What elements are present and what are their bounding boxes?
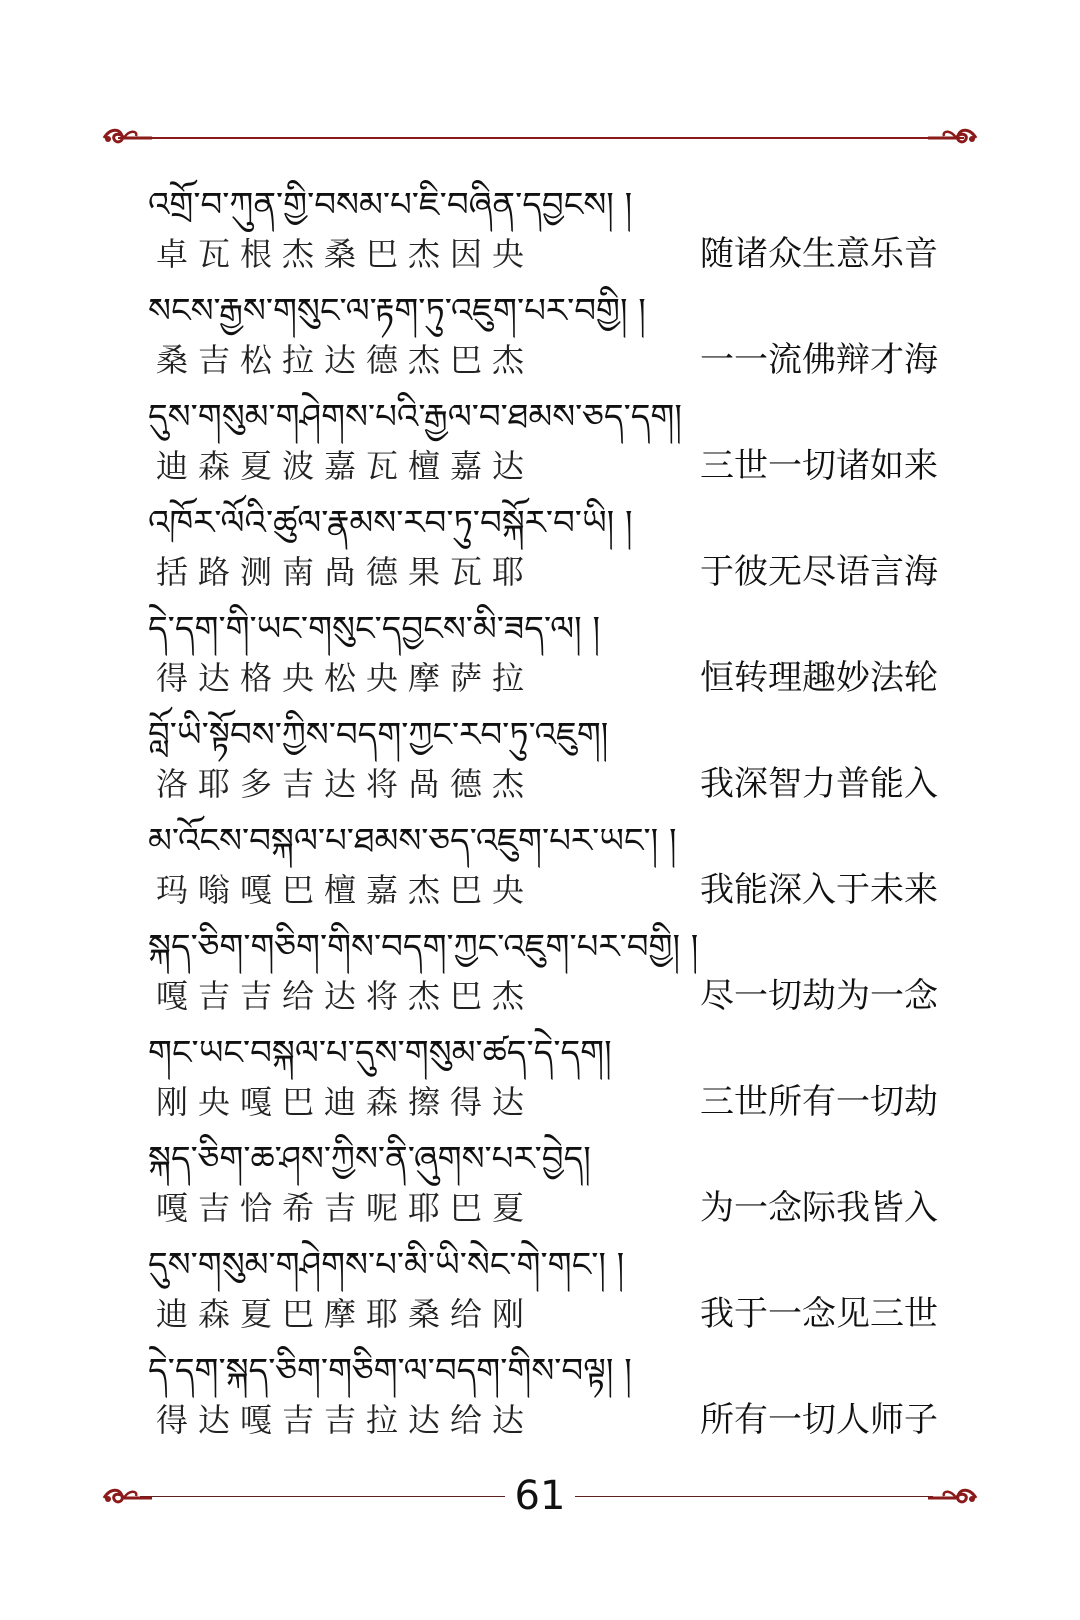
verse-stanza [148,1240,938,1346]
chinese-line: 一一流佛辩才海 [700,340,938,380]
chinese-line: 我深智力普能入 [700,764,938,804]
bottom-border-rule-right [575,1496,933,1497]
verse-list [148,180,938,1452]
top-border-rule [118,137,964,139]
phonetic-line: 刚央嘎巴迪森擦得达 [156,1083,535,1121]
tibetan-line: སྐད་ཅིག་གཅིག་གིས་བདག་ཀྱང་འཇུག་པར་བགྱི། ། [148,927,699,967]
scroll-ornament-icon [100,122,158,150]
chinese-line: 三世一切诸如来 [700,446,938,486]
chinese-line: 于彼无尽语言海 [700,552,938,592]
verse-stanza [148,1134,938,1240]
verse-stanza [148,498,938,604]
verse-stanza [148,816,938,922]
phonetic-line: 嘎吉恰希吉呢耶巴夏 [156,1189,535,1227]
tibetan-line: དེ་དག་གི་ཡང་གསུང་དབྱངས་མི་ཟད་ལ། ། [148,609,600,649]
phonetic-line: 卓瓦根杰桑巴杰因央 [156,235,535,273]
page-number: 61 [514,1473,566,1519]
tibetan-line: དུས་གསུམ་གཤེགས་པའི་རྒྱལ་བ་ཐམས་ཅད་དག། [148,397,682,437]
phonetic-line: 玛嗡嘎巴檀嘉杰巴央 [156,871,535,909]
chinese-line: 我于一念见三世 [700,1294,938,1334]
tibetan-line: སངས་རྒྱས་གསུང་ལ་རྟག་ཏུ་འཇུག་པར་བགྱི། ། [148,291,646,331]
verse-stanza [148,710,938,816]
verse-stanza [148,286,938,392]
tibetan-line: གང་ཡང་བསྐལ་པ་དུས་གསུམ་ཚད་དེ་དག། [148,1033,612,1073]
tibetan-line: མ་འོངས་བསྐལ་པ་ཐམས་ཅད་འཇུག་པར་ཡང་། ། [148,821,677,861]
phonetic-line: 桑吉松拉达德杰巴杰 [156,341,535,379]
phonetic-line: 迪森夏波嘉瓦檀嘉达 [156,447,535,485]
phonetic-line: 括路测南咼德果瓦耶 [156,553,535,591]
chinese-line: 随诸众生意乐音 [700,234,938,274]
phonetic-line: 嘎吉吉给达将杰巴杰 [156,977,535,1015]
tibetan-line: དུས་གསུམ་གཤེགས་པ་མི་ཡི་སེང་གེ་གང་། ། [148,1245,625,1285]
phonetic-line: 迪森夏巴摩耶桑给刚 [156,1295,535,1333]
chinese-line: 三世所有一切劫 [700,1082,938,1122]
phonetic-line: 洛耶多吉达将咼德杰 [156,765,535,803]
verse-stanza [148,1346,938,1452]
tibetan-line: འཁོར་ལོའི་ཚུལ་རྣམས་རབ་ཏུ་བསྐོར་བ་ཡི། ། [148,503,633,543]
verse-stanza [148,392,938,498]
phonetic-line: 得达嘎吉吉拉达给达 [156,1401,535,1439]
scroll-ornament-icon [922,1482,980,1510]
verse-stanza [148,180,938,286]
phonetic-line: 得达格央松央摩萨拉 [156,659,535,697]
chinese-line: 为一念际我皆入 [700,1188,938,1228]
chinese-line: 尽一切劫为一念 [700,976,938,1016]
verse-stanza [148,604,938,710]
scroll-ornament-icon [100,1482,158,1510]
verse-stanza [148,922,938,1028]
tibetan-line: བློ་ཡི་སྟོབས་ཀྱིས་བདག་ཀྱང་རབ་ཏུ་འཇུག། [148,715,609,755]
chinese-line: 我能深入于未来 [700,870,938,910]
chinese-line: 所有一切人师子 [700,1400,938,1440]
chinese-line: 恒转理趣妙法轮 [700,658,938,698]
tibetan-line: སྐད་ཅིག་ཆ་ཤས་ཀྱིས་ནི་ཞུགས་པར་བྱེད། [148,1139,591,1179]
scroll-ornament-icon [922,122,980,150]
tibetan-line: དེ་དག་སྐད་ཅིག་གཅིག་ལ་བདག་གིས་བལྟ། ། [148,1351,632,1391]
tibetan-line: འགྲོ་བ་ཀུན་གྱི་བསམ་པ་ཇི་བཞིན་དབྱངས། ། [148,185,633,225]
verse-stanza [148,1028,938,1134]
bottom-border-rule-left [140,1496,505,1497]
